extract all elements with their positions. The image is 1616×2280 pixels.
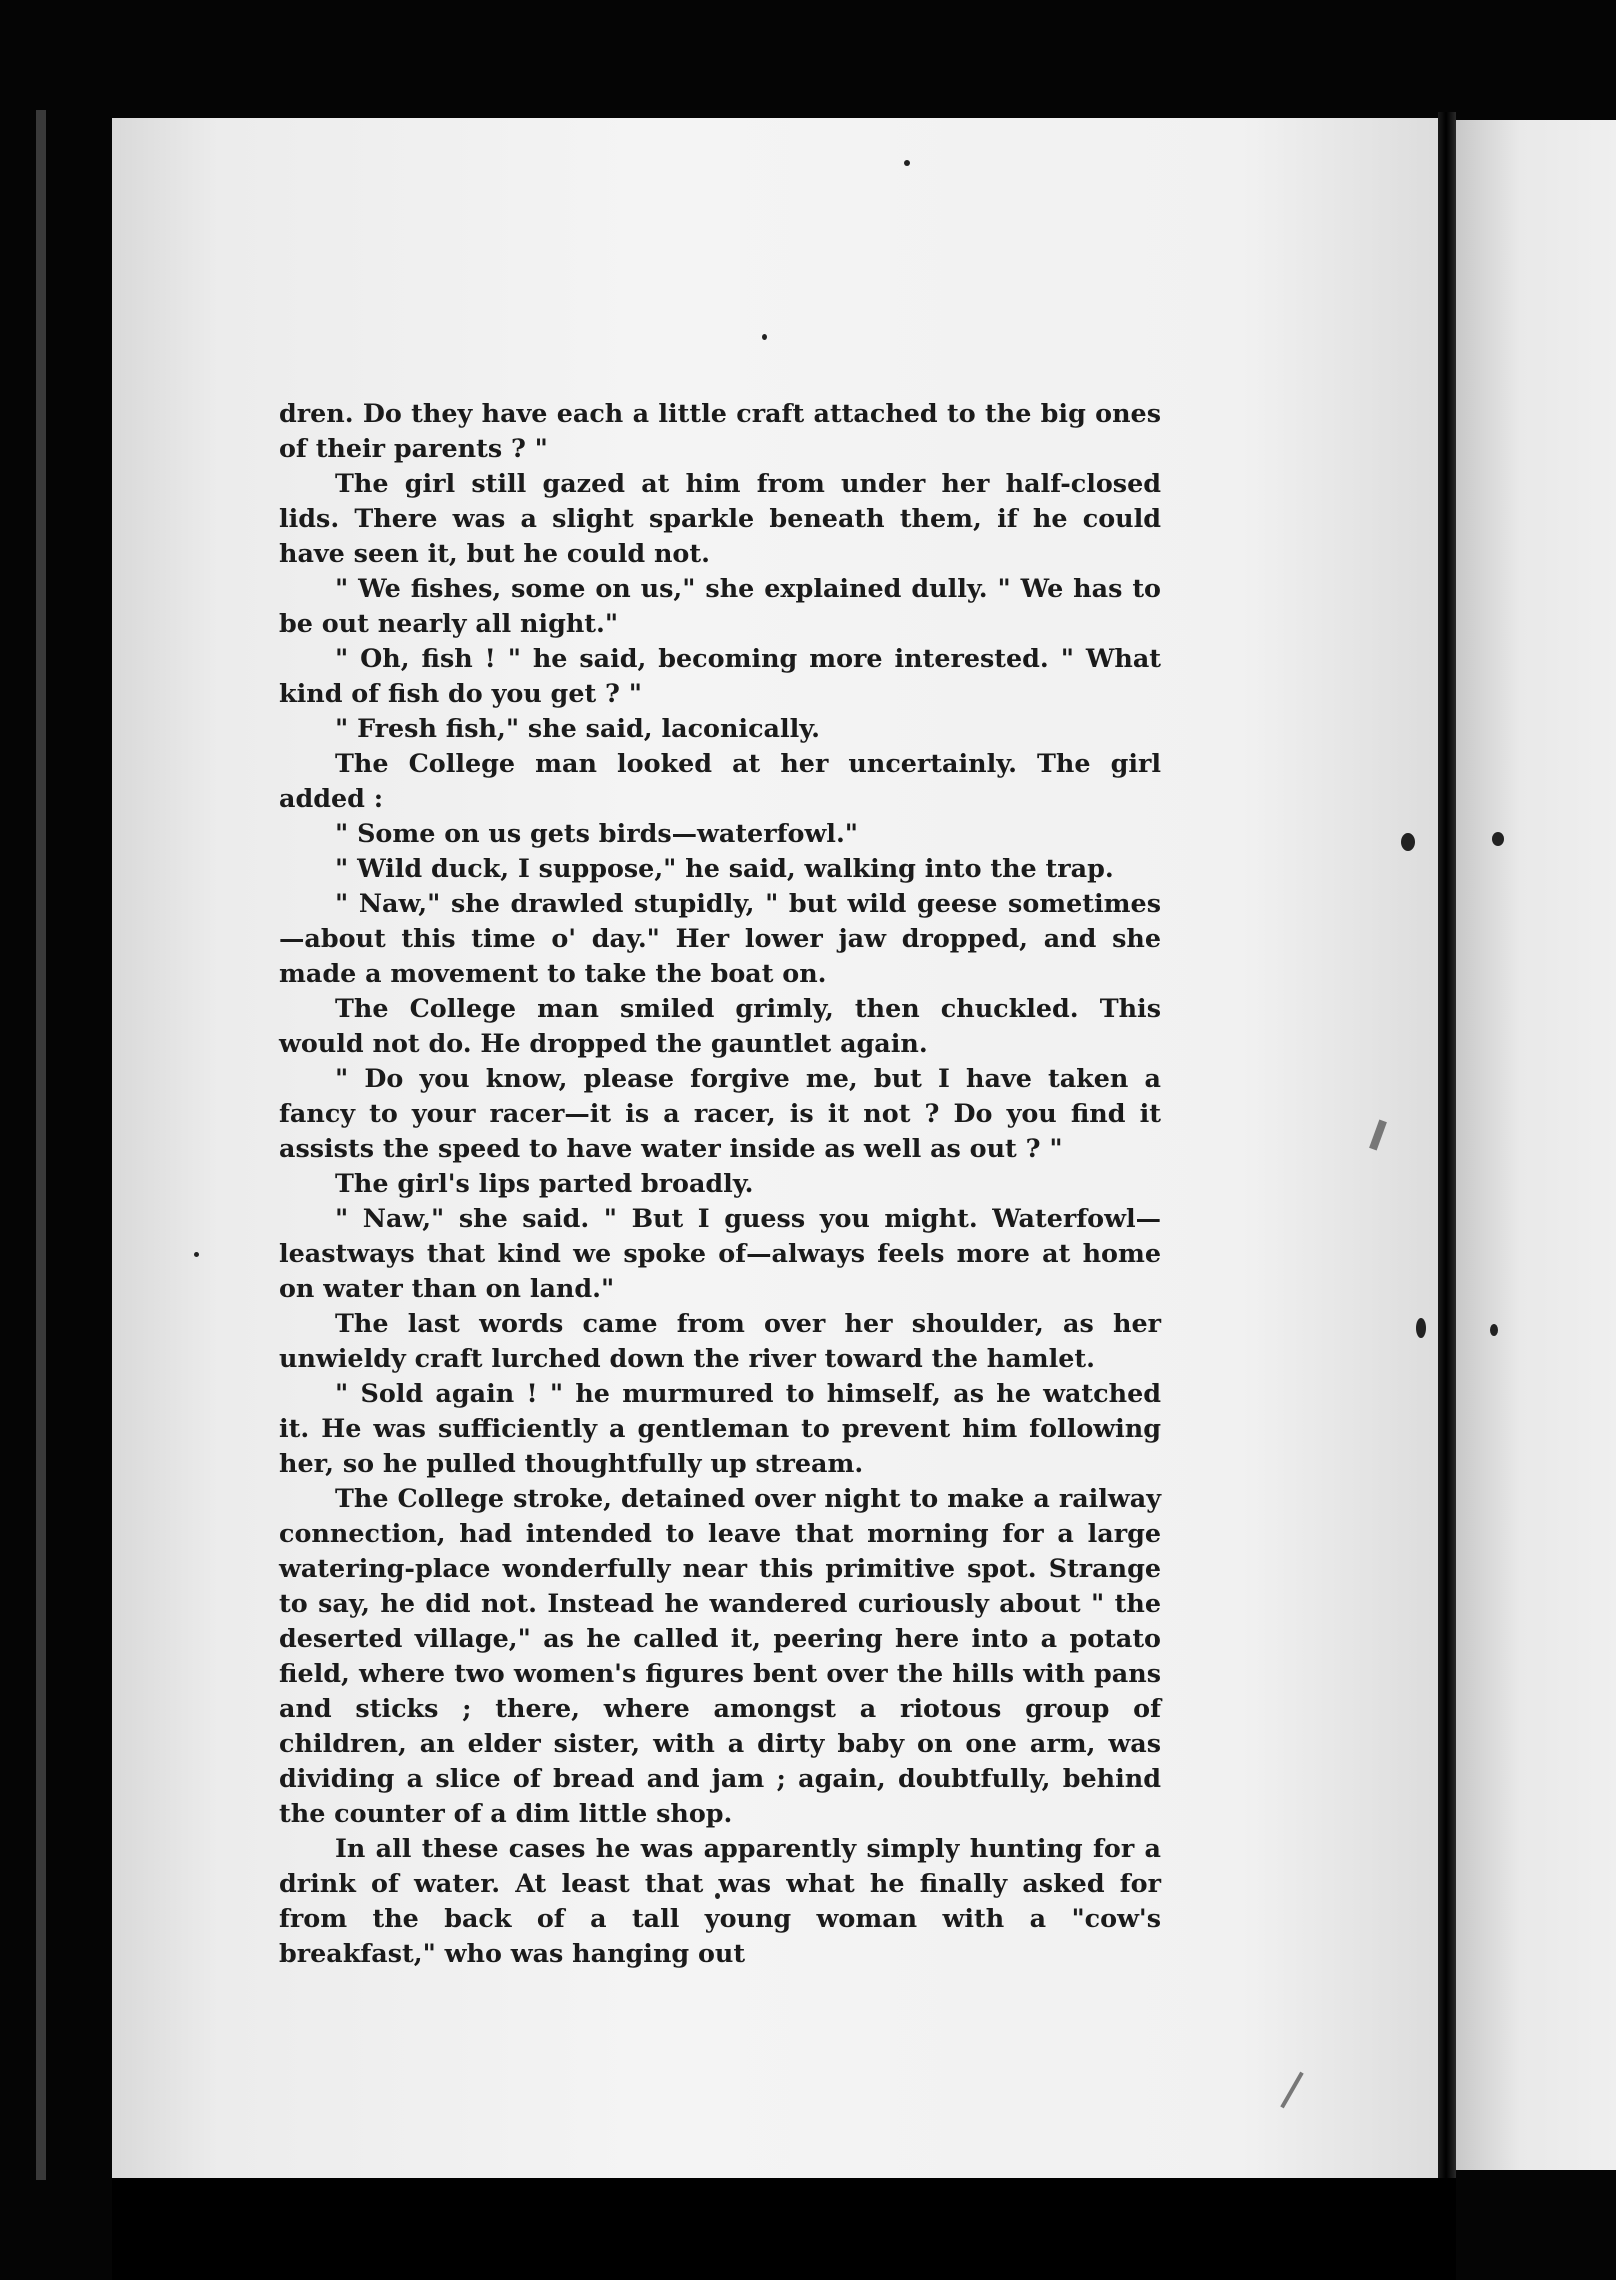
ink-speck — [1492, 832, 1504, 846]
paragraph: The College man smiled grimly, then chuckled. This would not do. He dropped the gauntlet again. — [279, 993, 1161, 1058]
paragraph: The College man looked at her uncertainly. The girl added : — [279, 748, 1161, 813]
left-page-edge — [36, 110, 46, 2180]
paragraph: " Sold again ! " he murmured to himself, as he watched it. He was sufficiently a gentleman to prevent him following her, so he pulled thoughtfully up stream. — [279, 1378, 1161, 1478]
paragraph: " Some on us gets birds—waterfowl." — [335, 818, 859, 848]
paragraph: " We fishes, some on us," she explained dully. " We has to be out nearly all night." — [279, 573, 1161, 638]
paragraph: " Naw," she said. " But I guess you might. Waterfowl—leastways that kind we spoke of—always feels more at home on water than on land." — [279, 1203, 1161, 1303]
bottom-shadow — [112, 2178, 1456, 2280]
ink-speck — [904, 160, 910, 166]
ink-speck — [1416, 1318, 1426, 1338]
paragraph: " Oh, fish ! " he said, becoming more interested. " What kind of fish do you get ? " — [279, 643, 1161, 708]
paragraph: The last words came from over her shoulder, as her unwieldy craft lurched down the river toward the hamlet. — [279, 1308, 1161, 1373]
paragraph: The College stroke, detained over night to make a railway connection, had intended to leave that morning for a large watering-place wonderfully near this primitive spot. Strange to say, he did not. Instead he wandered curiously about " the deserted village," as he called it, peering here into a potato field, where two women's figures bent over the hills with pans and sticks ; there, where amongst a riotous group of children, an elder sister, with a dirty baby on one arm, was dividing a slice of bread and jam ; again, doubtfully, behind the counter of a dim little shop. — [279, 1483, 1161, 1828]
ink-speck — [194, 1252, 199, 1257]
book-gutter — [1438, 112, 1456, 2182]
paragraph: " Do you know, please forgive me, but I have taken a fancy to your racer—it is a racer, is it not ? Do you find it assists the speed to have water inside as well as out ? " — [279, 1063, 1161, 1163]
ink-speck — [1490, 1324, 1498, 1336]
ink-speck — [1401, 833, 1415, 851]
facing-page-edge — [1456, 120, 1616, 2170]
paragraph: In all these cases he was apparently simply hunting for a drink of water. At least that was what he finally asked for from the back of a tall young woman with a "cow's breakfast," who was hanging out — [279, 1833, 1161, 1968]
paragraph: The girl still gazed at him from under her half-closed lids. There was a slight sparkle beneath them, if he could have seen it, but he could not. — [279, 468, 1161, 568]
paragraph: dren. Do they have each a little craft attached to the big ones of their parents ? " — [279, 398, 1161, 463]
paragraph: " Fresh fish," she said, laconically. — [335, 713, 820, 743]
page-text — [279, 396, 1161, 1971]
paragraph: The girl's lips parted broadly. — [335, 1168, 754, 1198]
ink-speck — [762, 334, 767, 340]
paragraph: " Naw," she drawled stupidly, " but wild geese sometimes—about this time o' day." Her lower jaw dropped, and she made a movement to take the boat on. — [279, 888, 1161, 988]
paragraph: " Wild duck, I suppose," he said, walking into the trap. — [335, 853, 1114, 883]
